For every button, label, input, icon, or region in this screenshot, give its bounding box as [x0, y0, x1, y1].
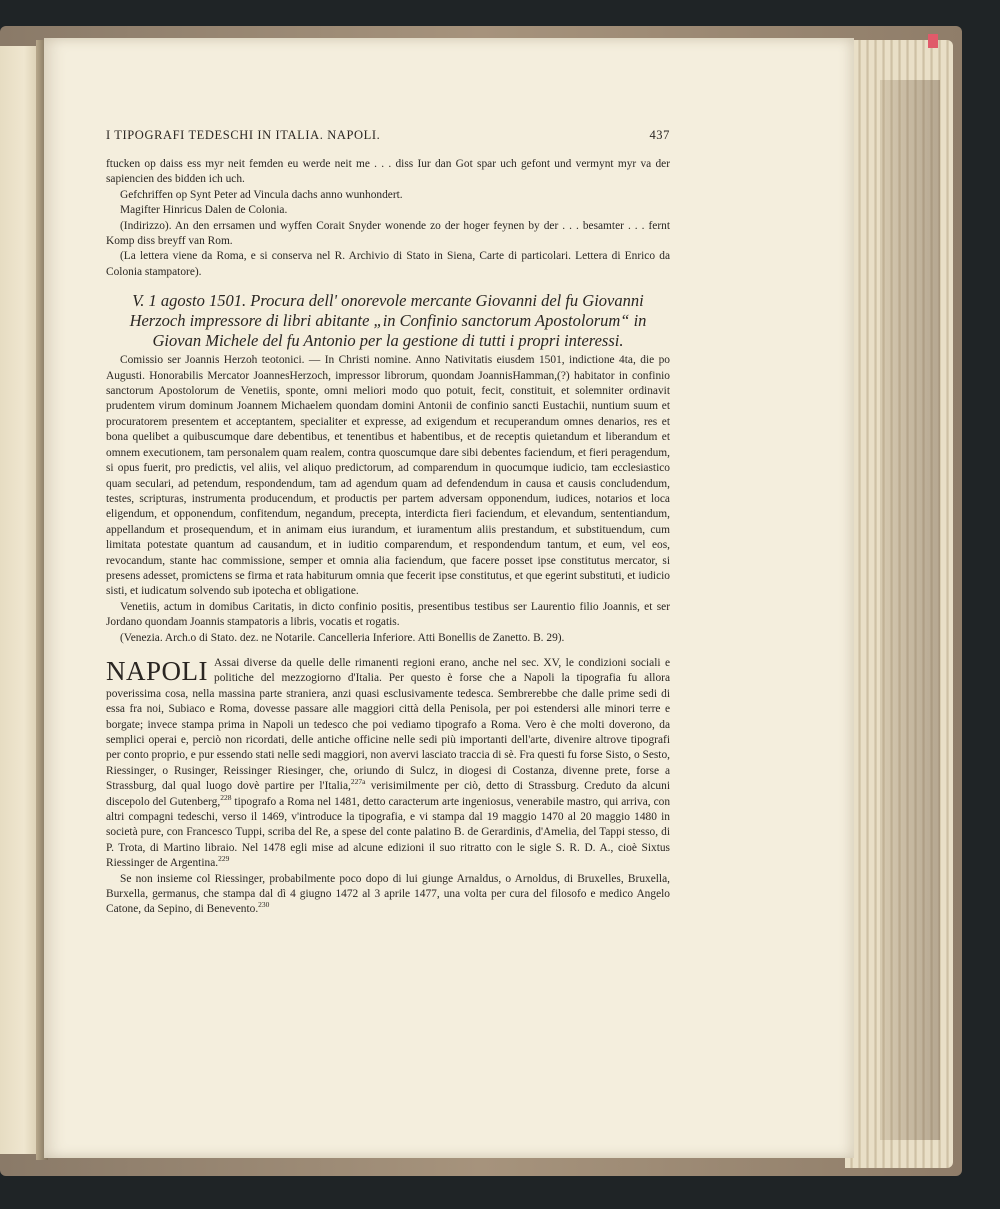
- running-head: [106, 128, 670, 143]
- page-edges-shadow: [880, 80, 940, 1140]
- letter-line: ftucken op daiss ess myr neit femden eu werde neit me . . . diss Iur dan Got spar uch gefont und vermynt myr va der sapiencien des bidden ich uch.: [106, 158, 670, 186]
- napoli-text: Se non insieme col Riessinger, probabilmente poco dopo di lui giunge Arnaldus, o Arnoldus, di Bruxelles, Bruxella, Burxella, germanus, che stampa dal dì 4 giugno 1472 al 3 aprile 1477, una volta per cura del filosofo e medico Angelo Catone, da Sepino, di Benevento.: [106, 872, 670, 916]
- napoli-text: Assai diverse da quelle delle rimanenti regioni erano, anche nel sec. XV, le condizioni sociali e politiche del mezzogiorno d'Italia. Per questo è forse che a Napoli la tipografia fu allora poverissima cosa, nella massina parte straniera, anzi quasi esclusivamente tedesca. Sembrerebbe che dalle prime sedi di essa fra noi, Subiaco e Roma, dovesse passare alle maggiori città della Penisola, per poi estendersi alle minori terre e borgate; invece stampa prima in Napoli un tedesco che poi vediamo tipografo a Roma. Vero è che molti doverono, da semplici operai e, perciò non ricordati, delle antiche officine nelle sedi più importanti dell'arte, divenire altrove tipografi per conto proprio, e pur essendo stati nelle sedi maggiori, non avervi lasciato traccia di sè. Fra questi fu forse Sisto, o Sesto, Riessinger, o Rusinger, Reissinger Riesinger, che, oriundo di Sulcz, in diogesi di Costanza, divenne prete, forse a Strassburg, dal qual luogo dovè partire per l'Italia,: [106, 656, 671, 793]
- napoli-section: [106, 656, 670, 918]
- footnote-ref: 230: [258, 900, 270, 910]
- letter-line: (La lettera viene da Roma, e si conserva nel R. Archivio di Stato in Siena, Carte di particolari. Lettera di Enrico da Colonia stampatore).: [106, 250, 670, 278]
- section-heading: V. 1 agosto 1501. Procura dell' onorevole mercante Giovanni del fu Giovanni Herzoch impressore di libri abitante „in Confinio sanctorum Apostolorum“ in Giovan Michele del fu Antonio per la gestione di tutti i propri interessi.: [129, 291, 647, 351]
- napoli-title: NAPOLI: [106, 655, 208, 686]
- napoli-paragraph: [106, 656, 670, 872]
- left-page-edge: [0, 46, 40, 1154]
- footnote-ref: 227a: [350, 777, 366, 787]
- napoli-paragraph: [106, 872, 670, 918]
- letter-line: (Indirizzo). An den errsamen und wyffen Corait Snyder wonende zo der hoger feynen by der . . . besamter . . . fernt Komp diss breyff van Rom.: [106, 219, 670, 248]
- page-text: [106, 128, 670, 918]
- letter-line: Gefchriffen op Synt Peter ad Vincula dachs anno wunhondert.: [120, 188, 403, 201]
- letter-block: [106, 157, 670, 280]
- napoli-text: verisimilmente per ciò, detto di Strassburg. Creduto da alcuni discepolo del Gutenberg,: [106, 780, 670, 808]
- footnote-ref: 229: [218, 854, 230, 864]
- page-number: 437: [649, 128, 670, 142]
- footnote-ref: 228: [220, 792, 232, 802]
- document-paragraph: Comissio ser Joannis Herzoh teotonici. — In Christi nomine. Anno Nativitatis eiusdem 1501, indictione 4ta, die po Augusti. Honorabilis Mercator JoannesHerzoch, impressor librorum, quondam JoannisHamman,(?) habitator in confinio sanctorum Apostolorum de Venetiis, sponte, omni meliori modo quo potuit, fecit, constituit, et solemniter ordinavit prudentem virum dominum Joannem Michaelem quondam domini Antonii de confinio sancti Eustachii, nuntium suum et procuratorem presentem et acceptantem, specialiter et expresse, ad exigendum et recuperandum omnes denarios, res et bona quelibet a quibuscumque dare debentibus, et tenentibus et habentibus, et de receptis quietandum et liberandum et omnem executionem, tam personalem quam realem, contra quoscumque dare sibi debentes faciendum, et fieri peragendum, si opus fuerit, pro predictis, vel aliis, vel aliquo predictorum, ad comparendum in quocumque iudicio, tam ecclesiastico quam seculari, ad petendum, respondendum, tam ad agendum quam ad defendendum in causa et causis concludendum, testes, scripturas, instrumenta producendum, et productis per partem adversam opponendum, iudices, notarios et loca eligendum, et opponendum, confitendum, negandum, precepta, interdicta fieri faciendum, et elevandum, sententiandum, appellandum et prosequendum, et in animam eius iurandum, et iuramentum aliis prestandum, et substituendum, cum limitata potestate quantum ad causandum, et in iuditio comparendum, et respondendum tantum, et eum, vel eos, revocandum, stante hac commissione, semper et omnia alia faciendum, que facere posset ipse constitutus mercator, si presens adesset, promictens se firma et rata habiturum omnia que fecerit ipse constitutus, et que egerint substituti, et iudicio sisti, et iudicatum solvendo sub ipotecha et obligatione.: [106, 354, 670, 598]
- napoli-text: tipografo a Roma nel 1481, detto caracterum arte ingeniosus, venerabile mastro, qui arriva, con altri compagni tedeschi, verso il 1469, v'introduce la tipografia, e vi stampa dal 19 maggio 1470 al 20 maggio 1480 in società pure, con Francesco Tuppi, scriba del Re, a spese del conte palatino B. de Gerardinis, d'Amelia, del Tappi stesso, di P. Trota, di Martino libraio. Nel 1478 egli mise ad alcune edizioni il suo ritratto con le sigle S. R. D. A., cioè Sixtus Riessinger de Argentina.: [106, 795, 671, 870]
- bookmark-tab: [928, 34, 938, 48]
- letter-line: Magifter Hinricus Dalen de Colonia.: [120, 204, 288, 217]
- document-paragraph: Venetiis, actum in domibus Caritatis, in dicto confinio positis, presentibus testibus ser Laurentio filio Joannis, et ser Jordano quondam Joannis stampatoris a libris, vocatis et rogatis.: [106, 600, 670, 629]
- source-citation: (Venezia. Arch.o di Stato. dez. ne Notarile. Cancelleria Inferiore. Atti Bonellis de Zanetto. B. 29).: [120, 631, 565, 644]
- running-head-title: I TIPOGRAFI TEDESCHI IN ITALIA. NAPOLI.: [106, 128, 381, 142]
